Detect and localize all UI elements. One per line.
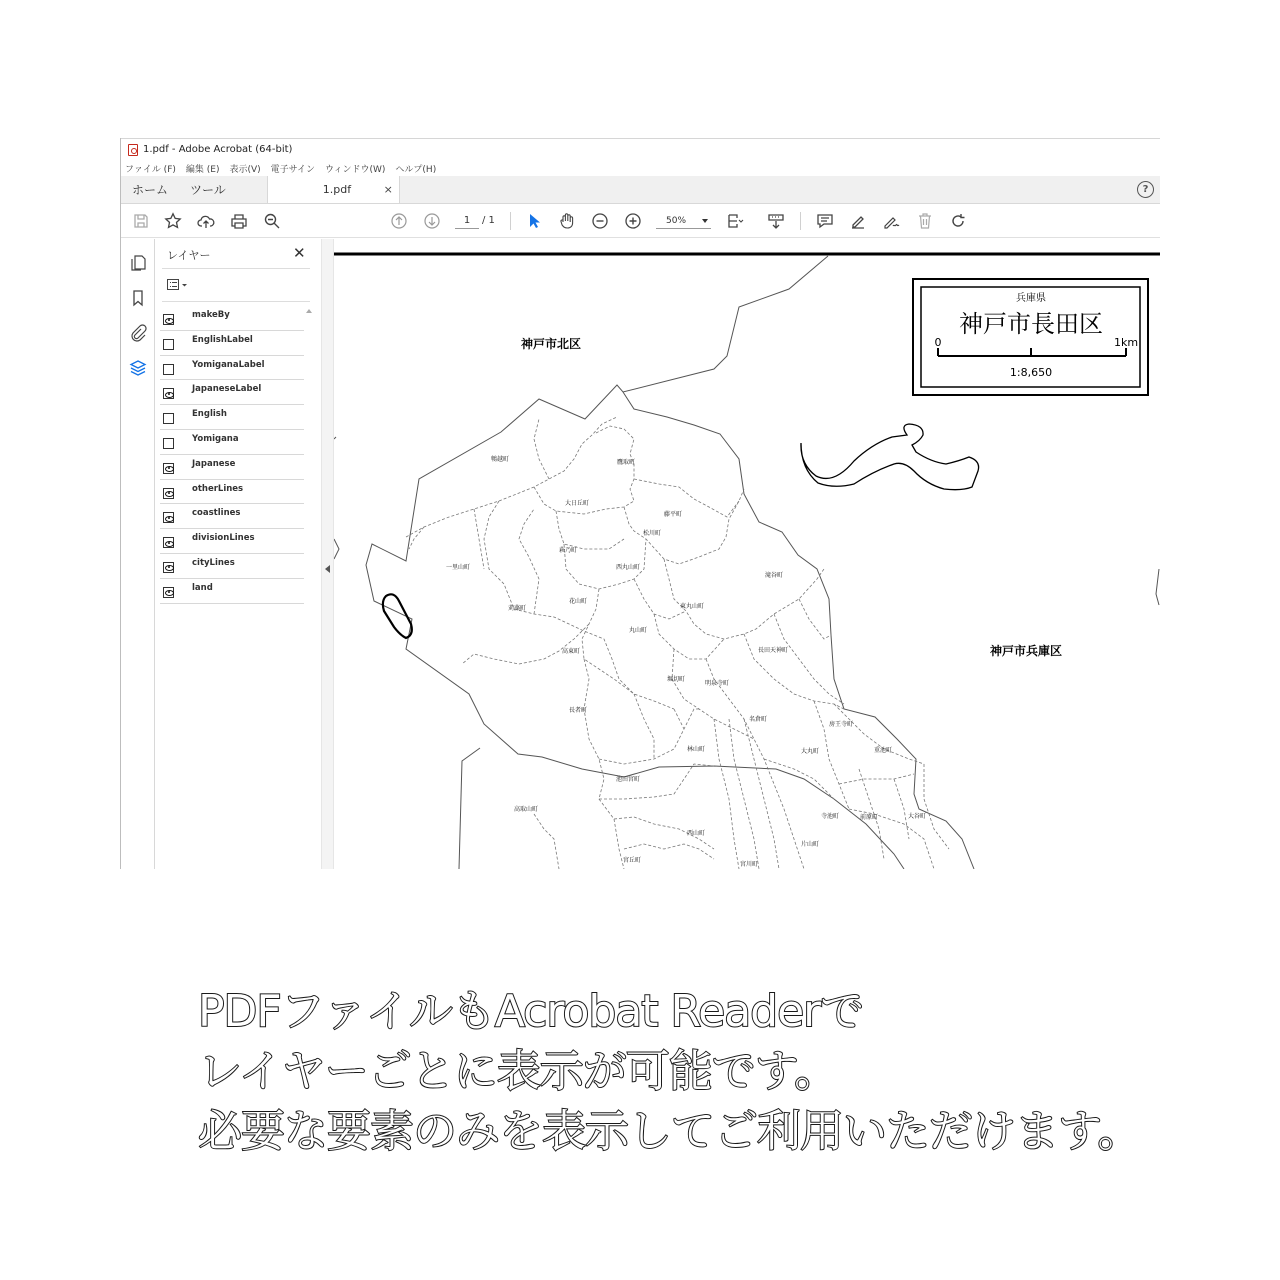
layer-row[interactable]: [160, 331, 304, 356]
tab-tools[interactable]: ツール: [190, 183, 226, 197]
visibility-checkbox[interactable]: [163, 413, 174, 424]
town-label: 明泉寺町: [704, 680, 730, 687]
caption-line-3: 必要な要素のみを表示してご利用いただけます。: [198, 1106, 1141, 1157]
division-lines: [406, 417, 949, 869]
draw-sign-icon[interactable]: [881, 211, 901, 231]
side-icon-rail: [121, 239, 155, 869]
town-label: 房王寺町: [828, 721, 854, 728]
layer-name: EnglishLabel: [192, 334, 253, 345]
layer-name: English: [192, 409, 227, 420]
layer-row[interactable]: [160, 380, 304, 405]
town-label: 前原町: [859, 814, 879, 821]
tab-close-button[interactable]: ×: [383, 183, 393, 196]
town-label: 大丸町: [800, 748, 820, 755]
page-number-input[interactable]: 1: [455, 213, 479, 229]
town-label: 池田宮町: [615, 776, 641, 783]
legend-city-name: 神戸市長田区: [959, 310, 1103, 338]
cloud-upload-icon[interactable]: [196, 211, 216, 231]
caption-text: [198, 982, 1198, 1162]
rotate-icon[interactable]: [948, 211, 968, 231]
town-label: 重池町: [873, 747, 893, 754]
town-label: 名倉町: [748, 716, 768, 723]
comment-icon[interactable]: [815, 211, 835, 231]
layer-name: divisionLines: [192, 533, 255, 544]
scale-end: 1km: [1113, 336, 1139, 349]
layer-row[interactable]: [160, 356, 304, 381]
star-icon[interactable]: [163, 211, 183, 231]
town-label: 林山町: [686, 746, 706, 753]
toolbar-divider: [510, 212, 511, 230]
city-boundary-line: [459, 748, 480, 869]
layer-name: makeBy: [192, 310, 230, 320]
menu-help[interactable]: ヘルプ(H): [395, 164, 437, 175]
zoom-out-icon[interactable]: [590, 211, 610, 231]
eye-visibility-icon[interactable]: [163, 537, 174, 548]
caption-line-2: レイヤーごとに表示が可能です。: [198, 1046, 838, 1097]
eye-visibility-icon[interactable]: [163, 314, 174, 325]
eye-visibility-icon[interactable]: [163, 463, 174, 474]
layers-icon[interactable]: [129, 359, 147, 377]
pond-shape: [383, 594, 412, 638]
menu-file[interactable]: ファイル (F): [125, 164, 176, 175]
tab-home[interactable]: ホーム: [132, 183, 169, 197]
acrobat-window: [120, 138, 1160, 869]
layer-row[interactable]: [160, 504, 304, 529]
layer-name: land: [192, 582, 213, 593]
town-label: 鵯越町: [490, 456, 510, 463]
layers-panel-title: レイヤー: [167, 249, 211, 262]
eye-visibility-icon[interactable]: [163, 388, 174, 399]
layer-name: coastlines: [192, 508, 241, 519]
legend-prefecture: 兵庫県: [1016, 293, 1046, 304]
layer-list: [160, 306, 304, 604]
menu-bar: [121, 160, 1160, 176]
layer-row[interactable]: [160, 554, 304, 579]
visibility-checkbox[interactable]: [163, 364, 174, 375]
town-label: 滝谷町: [764, 572, 784, 579]
layer-row[interactable]: [160, 529, 304, 554]
town-label: 高取山町: [513, 806, 539, 813]
map-canvas: [334, 239, 1160, 869]
chevron-down-icon: [702, 219, 708, 223]
town-label: 片山町: [800, 841, 820, 848]
town-label: 宮川町: [739, 861, 759, 868]
document-view[interactable]: [334, 239, 1160, 869]
layer-name: Japanese: [192, 458, 236, 469]
caption-line-1: PDFファイルもAcrobat Readerで: [198, 986, 864, 1037]
main-toolbar: [121, 204, 1160, 238]
city-boundary-line: [334, 437, 339, 559]
layer-row[interactable]: [160, 306, 304, 331]
zoom-in-icon[interactable]: [623, 211, 643, 231]
layer-name: YomiganaLabel: [192, 359, 265, 370]
menu-window[interactable]: ウィンドウ(W): [325, 164, 386, 175]
next-page-icon[interactable]: [422, 211, 442, 231]
tab-document[interactable]: [267, 176, 400, 203]
window-title: 1.pdf - Adobe Acrobat (64-bit): [143, 144, 293, 155]
collapse-panel-icon[interactable]: [325, 565, 330, 573]
zoom-level-dropdown[interactable]: [656, 213, 711, 229]
reservoir-shape: [801, 424, 979, 490]
visibility-checkbox[interactable]: [163, 339, 174, 350]
layers-panel: [156, 239, 321, 869]
save-icon[interactable]: [131, 211, 151, 231]
eye-visibility-icon[interactable]: [163, 587, 174, 598]
town-label: 丸山町: [628, 627, 648, 634]
page-thumbnails-icon[interactable]: [129, 254, 147, 272]
close-panel-button[interactable]: ✕: [293, 244, 306, 262]
scale-ratio: 1:8,650: [1009, 366, 1053, 379]
neighbor-ward-label: 神戸市兵庫区: [989, 644, 1063, 658]
town-label: 藤平町: [663, 511, 683, 518]
visibility-checkbox[interactable]: [163, 438, 174, 449]
search-zoom-icon[interactable]: [262, 211, 282, 231]
city-boundary-line: [1156, 569, 1159, 605]
help-button[interactable]: ?: [1137, 181, 1154, 198]
town-label: 寺池町: [820, 813, 840, 820]
divider: [162, 268, 310, 269]
tab-document-label: 1.pdf: [322, 183, 352, 196]
hand-tool-icon[interactable]: [557, 211, 577, 231]
select-cursor-icon[interactable]: [524, 211, 544, 231]
town-label: 長田天神町: [757, 647, 789, 654]
tab-bar: [121, 176, 1160, 204]
town-label: 松川町: [642, 530, 662, 537]
panel-splitter[interactable]: [321, 239, 334, 869]
layer-name: cityLines: [192, 557, 235, 568]
trash-icon[interactable]: [915, 211, 935, 231]
town-label: 宮丘町: [622, 857, 642, 864]
town-label: 大谷町: [907, 813, 927, 820]
town-label: 萩乃町: [558, 547, 578, 554]
scroll-up-icon[interactable]: [306, 309, 312, 313]
bookmark-icon[interactable]: [129, 289, 147, 307]
menu-view[interactable]: 表示(V): [229, 164, 261, 175]
layer-row[interactable]: [160, 480, 304, 505]
town-label: 堀切町: [666, 676, 686, 683]
town-label: 鷹取町: [616, 459, 636, 466]
acrobat-pdf-icon: [128, 144, 138, 156]
page-total: / 1: [482, 215, 495, 226]
layer-list-scrollbar[interactable]: [305, 306, 313, 861]
layer-name: otherLines: [192, 483, 244, 494]
scroll-mode-icon[interactable]: [766, 211, 786, 231]
town-label: 西丸山町: [615, 564, 641, 571]
town-label: 花山町: [568, 598, 588, 605]
layer-row[interactable]: [160, 455, 304, 480]
attachment-icon[interactable]: [129, 324, 147, 342]
eye-visibility-icon[interactable]: [163, 562, 174, 573]
print-icon[interactable]: [229, 211, 249, 231]
scale-start: 0: [934, 336, 942, 349]
zoom-level-value: 50%: [666, 216, 687, 226]
town-label: 西山町: [686, 830, 706, 837]
neighbor-ward-label: 神戸市北区: [520, 337, 582, 351]
town-label: 苅藻町: [507, 605, 527, 612]
town-label: 東丸山町: [679, 603, 705, 610]
highlight-pen-icon[interactable]: [848, 211, 868, 231]
layer-row[interactable]: [160, 405, 304, 430]
title-bar: [121, 138, 1160, 160]
eye-visibility-icon[interactable]: [163, 488, 174, 499]
layer-row[interactable]: [160, 579, 304, 604]
divider: [162, 301, 310, 302]
city-boundary-line: [623, 392, 974, 869]
eye-visibility-icon[interactable]: [163, 512, 174, 523]
town-label: 大日丘町: [564, 500, 590, 507]
layer-row[interactable]: [160, 430, 304, 455]
page-fit-icon[interactable]: [725, 211, 745, 231]
menu-esign[interactable]: 電子サイン: [270, 164, 316, 175]
layer-name: JapaneseLabel: [192, 384, 262, 395]
town-label: 長者町: [568, 707, 588, 714]
layer-options-icon[interactable]: [167, 277, 191, 291]
town-label: 一里山町: [445, 564, 471, 571]
previous-page-icon[interactable]: [389, 211, 409, 231]
menu-edit[interactable]: 編集 (E): [185, 164, 220, 175]
toolbar-divider: [800, 212, 801, 230]
town-label: 高東町: [561, 648, 581, 655]
layer-name: Yomigana: [192, 433, 239, 444]
